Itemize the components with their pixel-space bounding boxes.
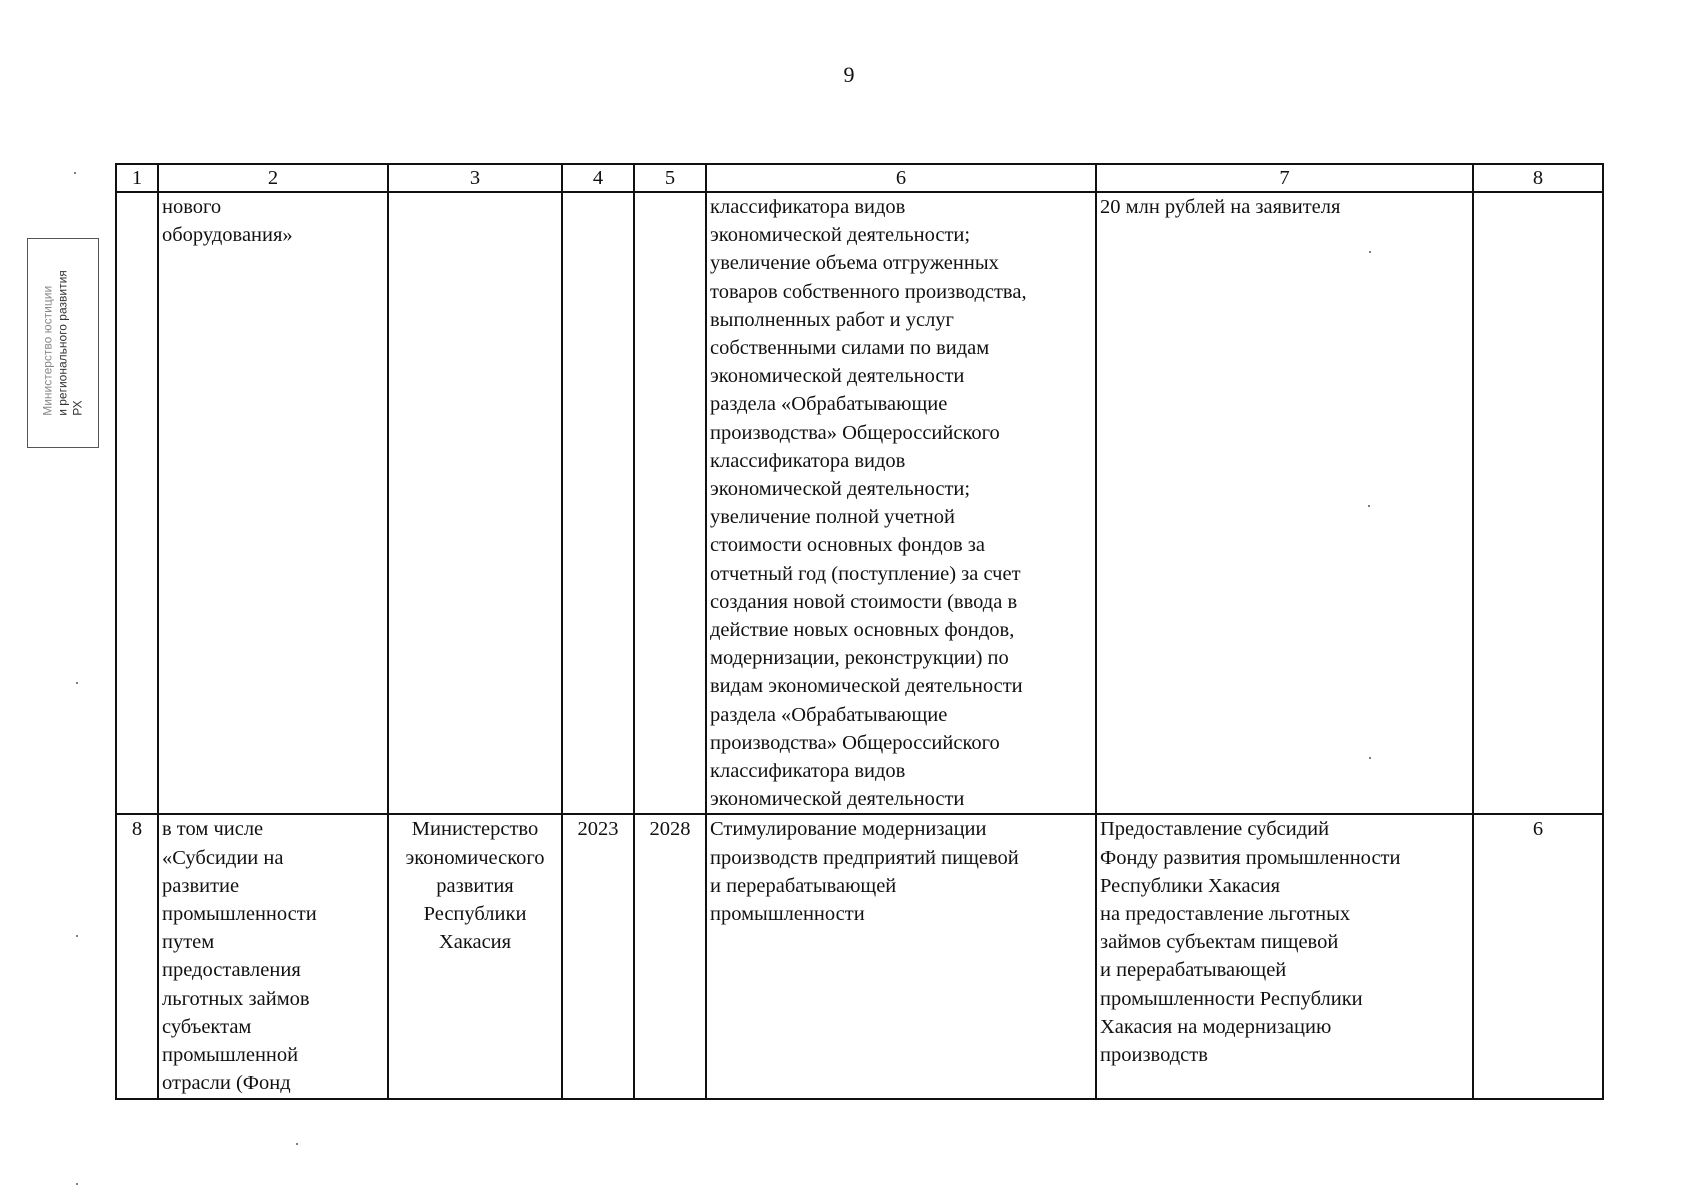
header-row	[116, 164, 1603, 192]
stamp-line: Министерство юстиции	[40, 285, 55, 416]
header-cell-3: 3	[388, 164, 562, 192]
page-number: 9	[843, 62, 855, 87]
cell-end-year	[634, 192, 706, 814]
header-cell-7: 7	[1096, 164, 1473, 192]
registration-stamp	[27, 238, 99, 448]
header-cell-1: 1	[116, 164, 158, 192]
stamp-text	[41, 270, 86, 416]
header-cell-2: 2	[158, 164, 388, 192]
scan-speck	[74, 172, 76, 174]
cell-indicator	[1473, 192, 1603, 814]
cell-description: Предоставление субсидий Фонду развития промышленности Республики Хакасия на предоставление льготных займов субъектам пищевой и перерабатывающей промышленности Республики Хакасия на модернизацию производств	[1096, 814, 1473, 1098]
scan-speck	[296, 1143, 298, 1145]
stamp-line: и регионального развития	[55, 270, 70, 416]
cell-number	[116, 192, 158, 814]
header-cell-5: 5	[634, 164, 706, 192]
cell-description: 20 млн рублей на заявителя	[1096, 192, 1473, 814]
cell-measure-name: в том числе «Субсидии на развитие промышленности путем предоставления льготных займов субъектам промышленной отрасли (Фонд	[158, 814, 388, 1098]
cell-expected-result: классификатора видов экономической деятельности; увеличение объема отгруженных товаров собственного производства, выполненных работ и услуг собственными силами по видам экономической деятельности раздела «Обрабатывающие производства» Общероссийского классификатора видов экономической деятельности; увеличение полной учетной стоимости основных фондов за отчетный год (поступление) за счет создания новой стоимости (ввода в действие новых основных фондов, модернизации, реконструкции) по видам экономической деятельности раздела «Обрабатывающие производства» Общероссийского классификатора видов экономической деятельности	[706, 192, 1096, 814]
cell-start-year	[562, 192, 634, 814]
scan-speck	[76, 1183, 78, 1185]
stamp-line: РХ	[70, 400, 85, 416]
cell-executor: Министерство экономического развития Республики Хакасия	[388, 814, 562, 1098]
table-row	[116, 192, 1603, 814]
table-row	[116, 814, 1603, 1098]
header-cell-8: 8	[1473, 164, 1603, 192]
program-table	[115, 163, 1604, 1100]
cell-end-year: 2028	[634, 814, 706, 1098]
header-cell-4: 4	[562, 164, 634, 192]
cell-measure-name: нового оборудования»	[158, 192, 388, 814]
scan-speck	[76, 935, 78, 937]
scan-speck	[76, 682, 78, 684]
cell-number: 8	[116, 814, 158, 1098]
cell-indicator: 6	[1473, 814, 1603, 1098]
cell-expected-result: Стимулирование модернизации производств предприятий пищевой и перерабатывающей промышленности	[706, 814, 1096, 1098]
cell-executor	[388, 192, 562, 814]
cell-start-year: 2023	[562, 814, 634, 1098]
header-cell-6: 6	[706, 164, 1096, 192]
